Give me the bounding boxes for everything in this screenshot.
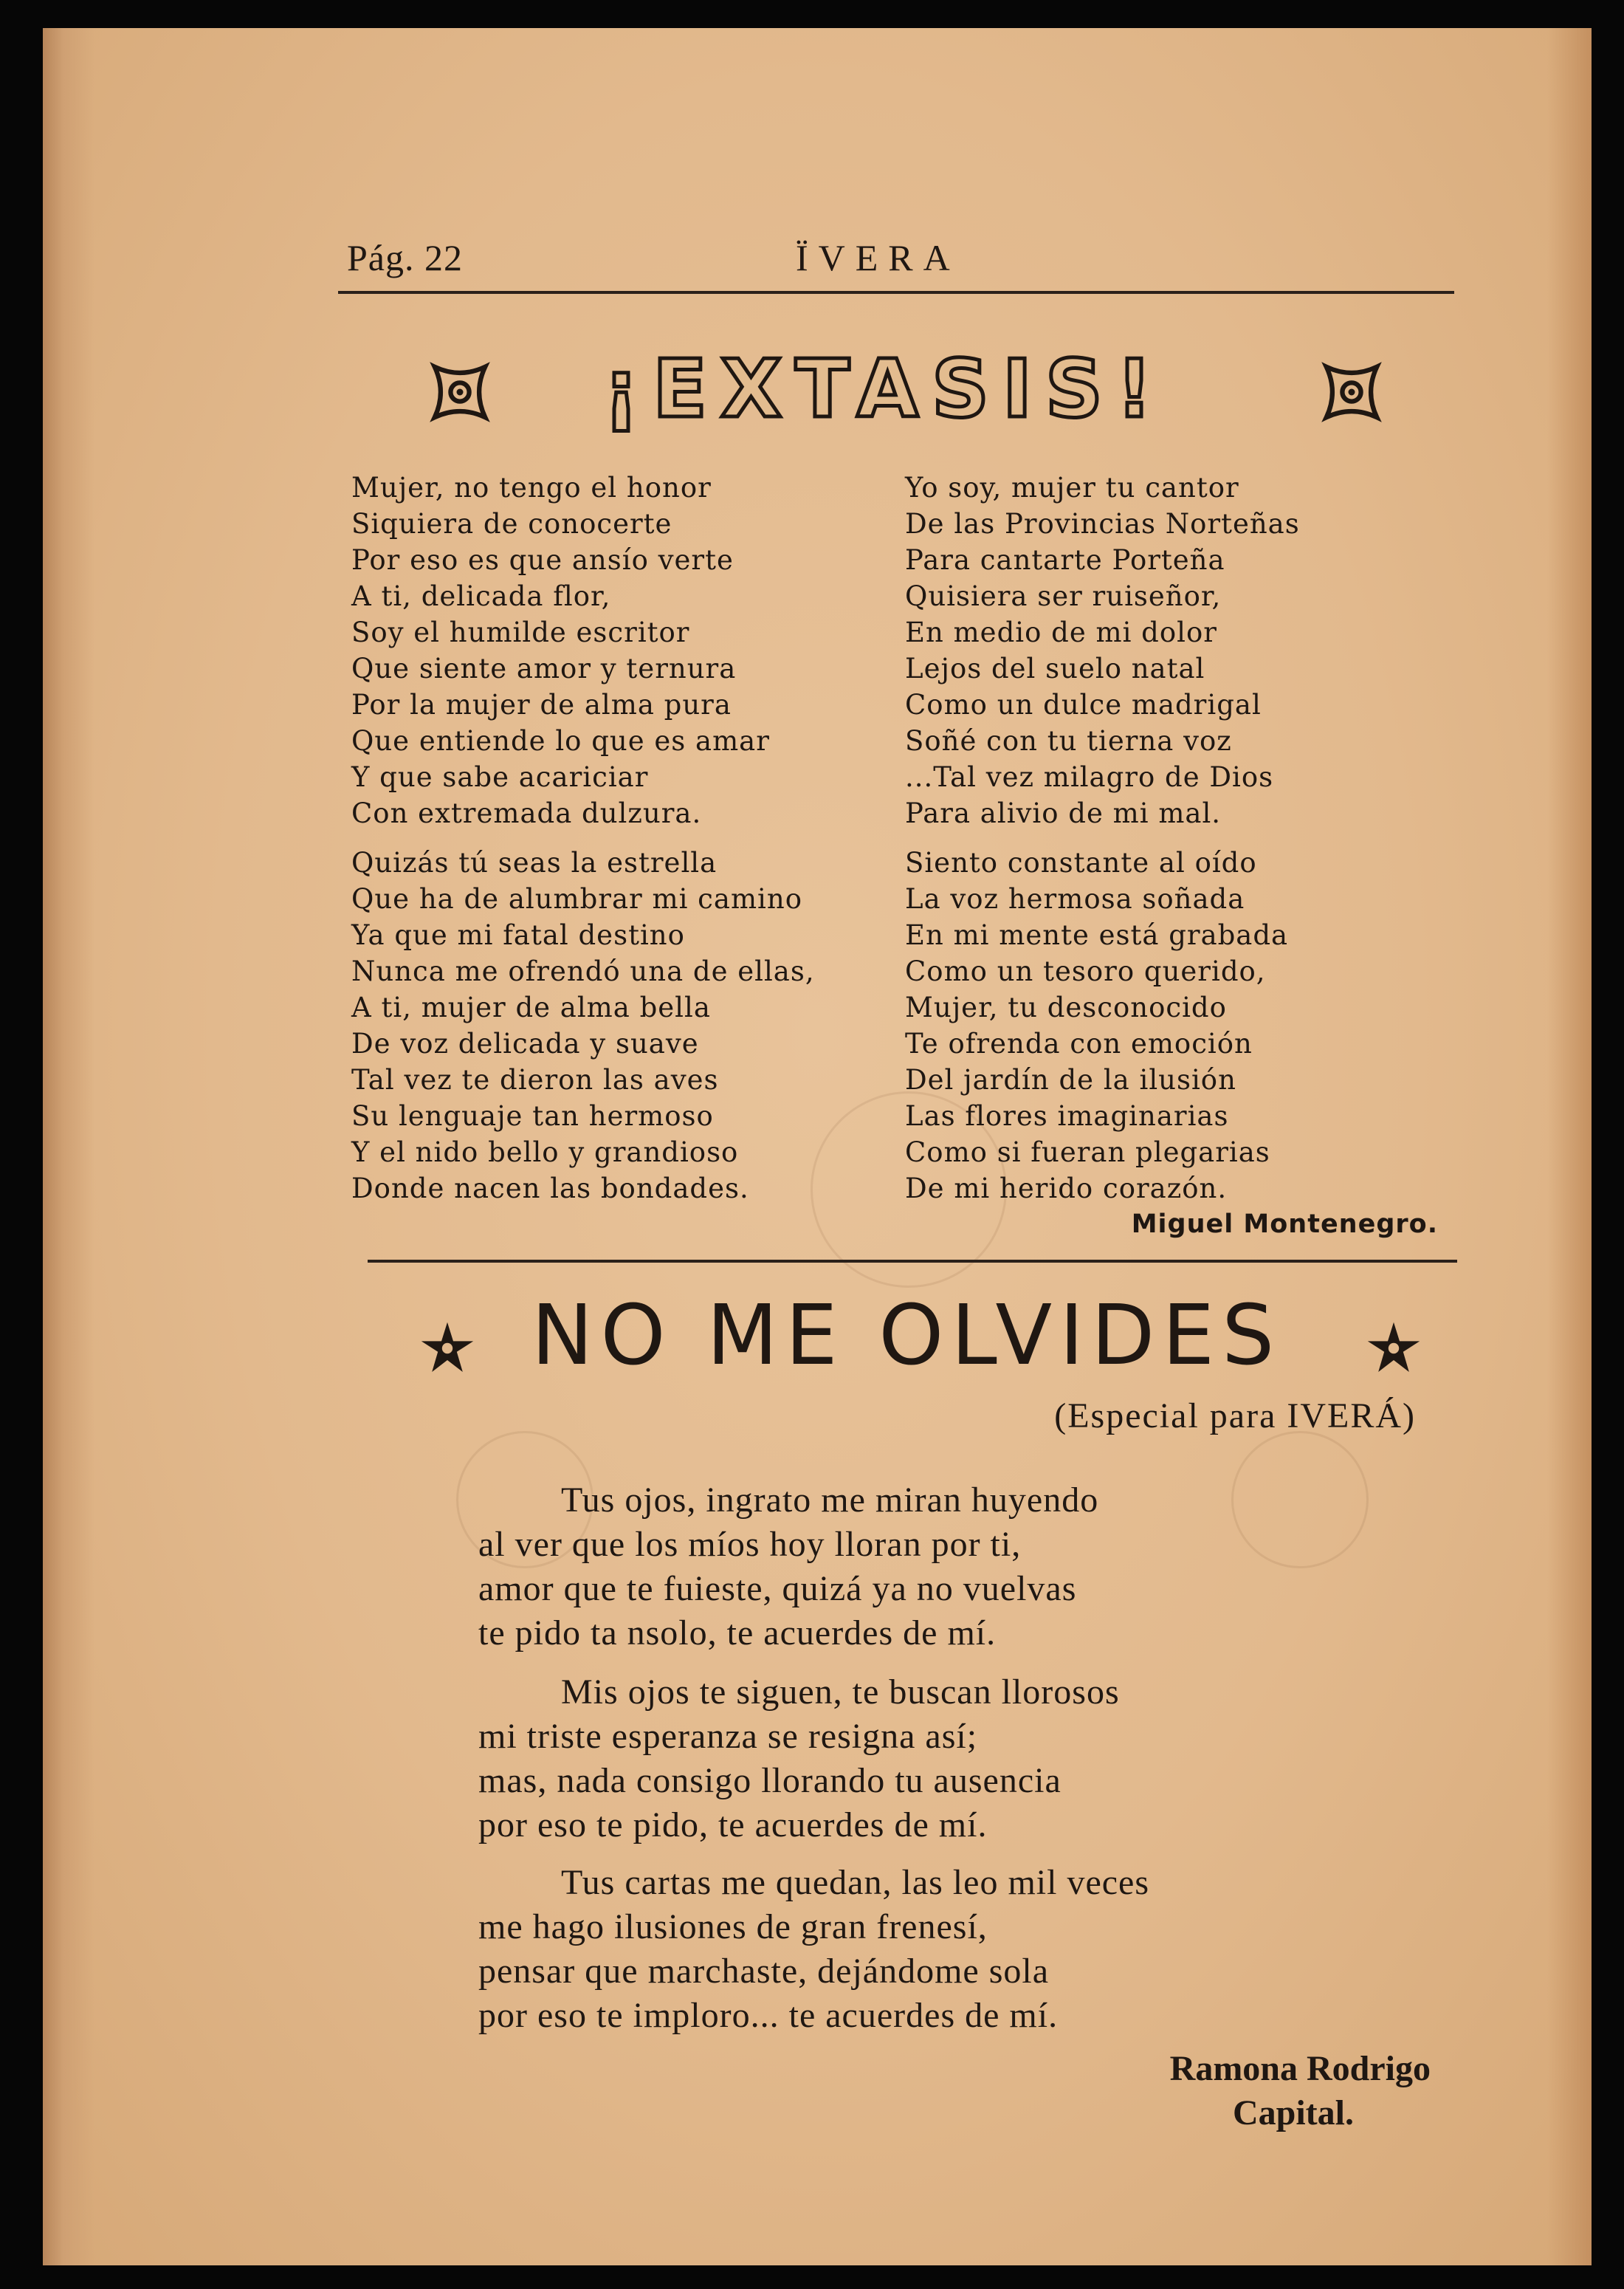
extasis-left-stanza-2 bbox=[351, 845, 815, 1207]
verse-line: Que siente amor y ternura bbox=[351, 653, 737, 684]
extasis-author: Miguel Montenegro. bbox=[1131, 1209, 1438, 1239]
verse-line: pensar que marchaste, dejándome sola bbox=[478, 1952, 1050, 1991]
verse-line: te pido ta nsolo, te acuerdes de mí. bbox=[478, 1613, 997, 1653]
verse-line: por eso te imploro... te acuerdes de mí. bbox=[478, 1996, 1059, 2035]
verse-line: A ti, mujer de alma bella bbox=[351, 992, 711, 1023]
extasis-left-stanza-1 bbox=[351, 470, 770, 831]
verse-line: ...Tal vez milagro de Dios bbox=[905, 761, 1274, 793]
verse-line: Tus cartas me quedan, las leo mil veces bbox=[561, 1863, 1150, 1902]
verse-line: Que entiende lo que es amar bbox=[351, 725, 770, 757]
no-me-olvides-title: NO ME OLVIDES bbox=[531, 1288, 1282, 1384]
verse-line: mas, nada consigo llorando tu ausencia bbox=[478, 1761, 1062, 1800]
verse-line: Soñé con tu tierna voz bbox=[905, 725, 1232, 757]
no-me-olvides-author: Ramona Rodrigo bbox=[1169, 2049, 1431, 2088]
verse-line: Yo soy, mujer tu cantor bbox=[905, 472, 1239, 504]
verse-line: Quizás tú seas la estrella bbox=[351, 847, 718, 879]
verse-line: Por eso es que ansío verte bbox=[351, 544, 734, 576]
verse-line: amor que te fuieste, quizá ya no vuelvas bbox=[478, 1569, 1077, 1608]
star-flower-ornament-icon bbox=[418, 1319, 477, 1378]
page-binding-edge bbox=[43, 28, 94, 2265]
quatrefoil-ornament-icon bbox=[427, 359, 493, 425]
verse-line: Su lenguaje tan hermoso bbox=[351, 1100, 714, 1132]
verse-line: Ya que mi fatal destino bbox=[351, 919, 685, 951]
verse-line: me hago ilusiones de gran frenesí, bbox=[478, 1907, 988, 1946]
extasis-right-stanza-1 bbox=[905, 470, 1300, 831]
extasis-right-stanza-2 bbox=[905, 845, 1288, 1207]
verse-line: Como si fueran plegarias bbox=[905, 1136, 1270, 1168]
extasis-title: ¡EXTASIS! bbox=[602, 343, 1166, 436]
no-me-olvides-stanza-2 bbox=[478, 1670, 1438, 1847]
magazine-page bbox=[43, 28, 1592, 2265]
verse-line: Nunca me ofrendó una de ellas, bbox=[351, 955, 815, 987]
star-flower-ornament-icon bbox=[1364, 1319, 1423, 1378]
verse-line: Tal vez te dieron las aves bbox=[351, 1064, 719, 1096]
verse-line: Quisiera ser ruiseñor, bbox=[905, 580, 1222, 612]
verse-line: Y el nido bello y grandioso bbox=[351, 1136, 739, 1168]
verse-line: Con extremada dulzura. bbox=[351, 797, 702, 829]
page-number: Pág. 22 bbox=[347, 237, 463, 278]
header-rule bbox=[338, 291, 1454, 294]
verse-line: A ti, delicada flor, bbox=[351, 580, 611, 612]
verse-line: Mis ojos te siguen, te buscan llorosos bbox=[561, 1672, 1120, 1712]
verse-line: Por la mujer de alma pura bbox=[351, 689, 732, 721]
verse-line: Para cantarte Porteña bbox=[905, 544, 1225, 576]
verse-line: Mujer, no tengo el honor bbox=[351, 472, 712, 504]
no-me-olvides-subtitle: (Especial para IVERÁ) bbox=[1054, 1396, 1416, 1435]
verse-line: Que ha de alumbrar mi camino bbox=[351, 883, 802, 915]
page-right-edge bbox=[1547, 28, 1592, 2265]
verse-line: al ver que los míos hoy lloran por ti, bbox=[478, 1525, 1022, 1564]
verse-line: Y que sabe acariciar bbox=[351, 761, 649, 793]
verse-line: En medio de mi dolor bbox=[905, 617, 1217, 648]
section-divider bbox=[368, 1260, 1457, 1263]
verse-line: Tus ojos, ingrato me miran huyendo bbox=[561, 1480, 1099, 1520]
verse-line: De mi herido corazón. bbox=[905, 1173, 1228, 1204]
verse-line: Como un dulce madrigal bbox=[905, 689, 1262, 721]
verse-line: Para alivio de mi mal. bbox=[905, 797, 1222, 829]
no-me-olvides-place: Capital. bbox=[1232, 2093, 1354, 2132]
verse-line: Siento constante al oído bbox=[905, 847, 1257, 879]
verse-line: Donde nacen las bondades. bbox=[351, 1173, 749, 1204]
verse-line: mi triste esperanza se resigna así; bbox=[478, 1717, 978, 1756]
no-me-olvides-stanza-3 bbox=[478, 1861, 1438, 2038]
verse-line: Siquiera de conocerte bbox=[351, 508, 672, 540]
verse-line: La voz hermosa soñada bbox=[905, 883, 1245, 915]
magazine-title: ÏVERA bbox=[796, 237, 960, 278]
verse-line: por eso te pido, te acuerdes de mí. bbox=[478, 1805, 988, 1844]
verse-line: Mujer, tu desconocido bbox=[905, 992, 1227, 1023]
verse-line: Como un tesoro querido, bbox=[905, 955, 1266, 987]
quatrefoil-ornament-icon bbox=[1318, 359, 1385, 425]
verse-line: Las flores imaginarias bbox=[905, 1100, 1229, 1132]
verse-line: De las Provincias Norteñas bbox=[905, 508, 1300, 540]
verse-line: Soy el humilde escritor bbox=[351, 617, 690, 648]
verse-line: Del jardín de la ilusión bbox=[905, 1064, 1236, 1096]
no-me-olvides-stanza-1 bbox=[478, 1478, 1438, 1655]
verse-line: En mi mente está grabada bbox=[905, 919, 1289, 951]
verse-line: Lejos del suelo natal bbox=[905, 653, 1205, 684]
verse-line: De voz delicada y suave bbox=[351, 1028, 699, 1060]
verse-line: Te ofrenda con emoción bbox=[905, 1028, 1253, 1060]
